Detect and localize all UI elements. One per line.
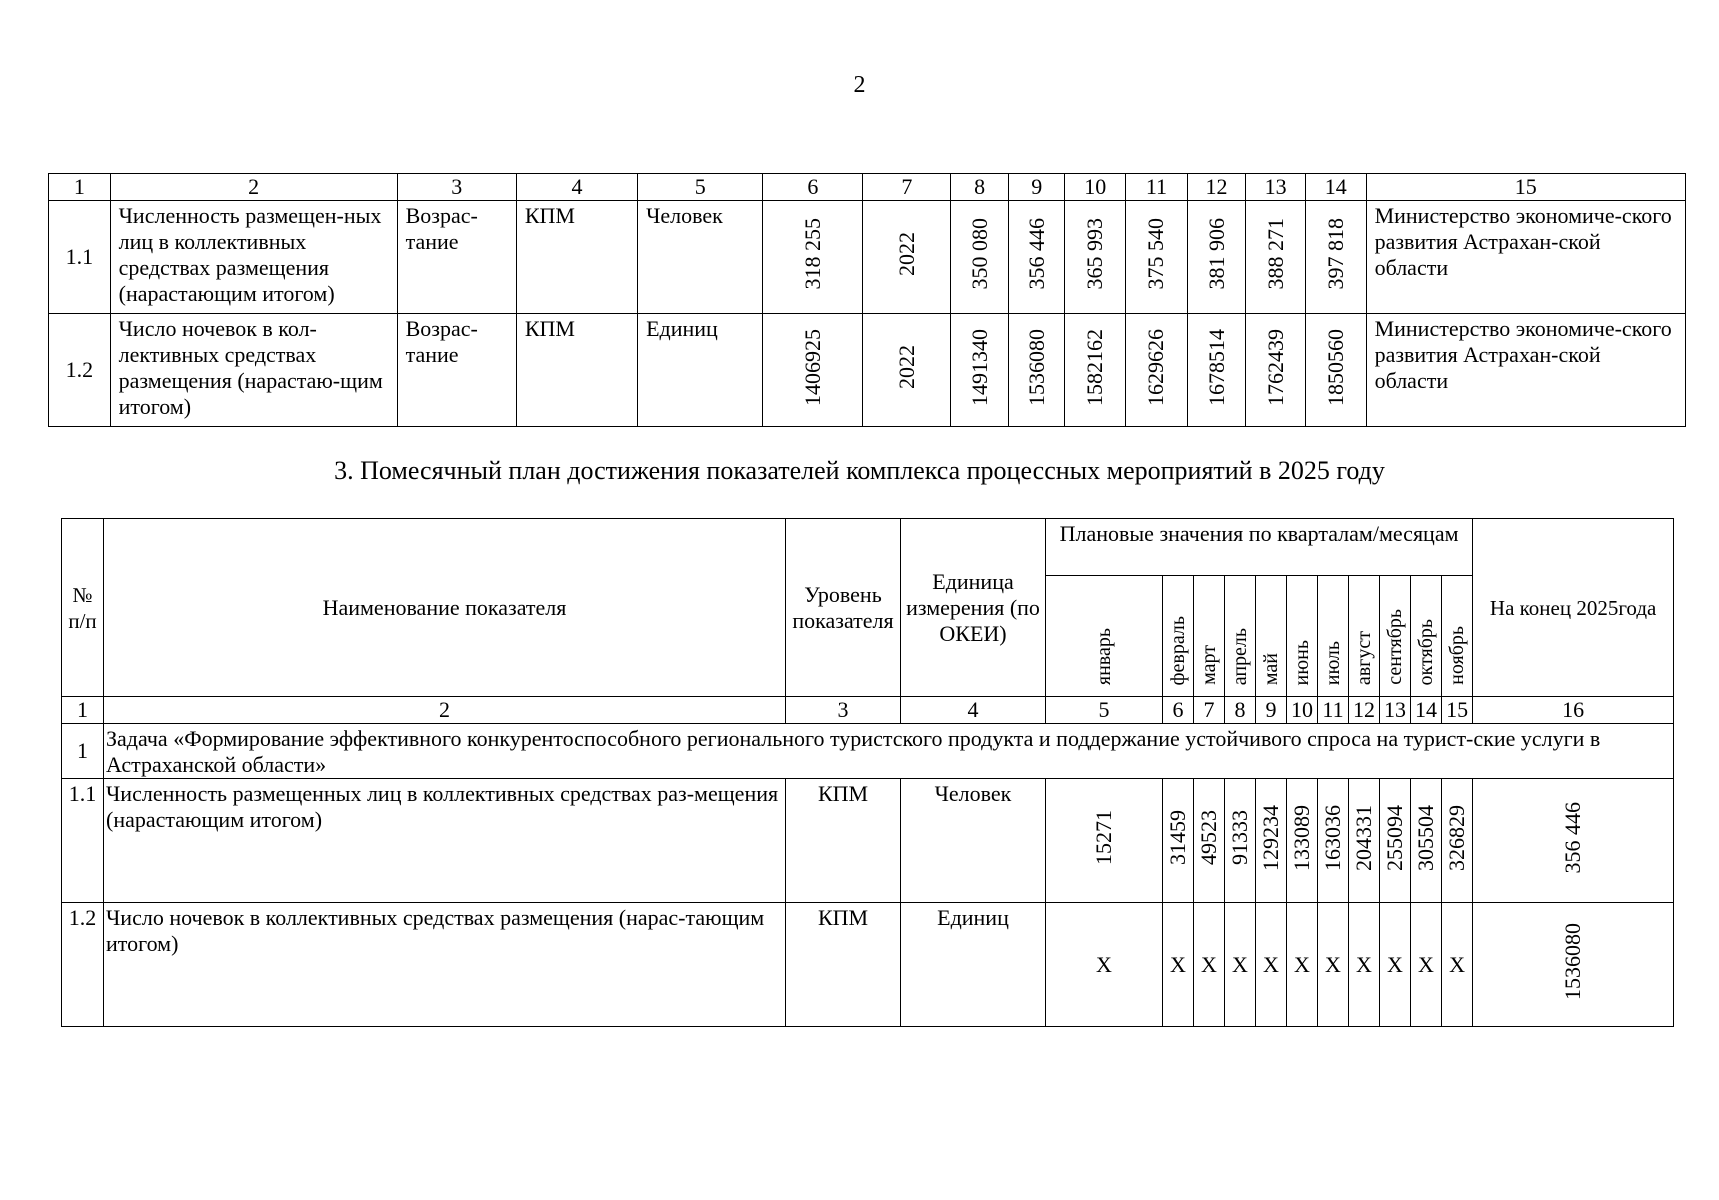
indicator-name: Численность размещенных лиц в коллективных средствах раз-мещения (нарастающим итогом) bbox=[104, 779, 786, 903]
header-level: Уровень показателя bbox=[786, 519, 901, 697]
col-num: 13 bbox=[1380, 697, 1411, 724]
header-row bbox=[62, 519, 1674, 576]
base-value: 318 255 bbox=[799, 218, 825, 290]
month-value: Х bbox=[1318, 903, 1349, 1027]
month-label: октябрь bbox=[1415, 618, 1437, 685]
header-num: № п/п bbox=[62, 519, 104, 697]
base-year: 2022 bbox=[893, 345, 919, 389]
value-col-12: 381 906 bbox=[1203, 218, 1229, 290]
month-label: июль bbox=[1322, 640, 1344, 685]
col-num: 15 bbox=[1366, 174, 1685, 201]
indicator-unit: Единиц bbox=[901, 903, 1046, 1027]
task-row bbox=[62, 724, 1674, 779]
month-label: май bbox=[1260, 652, 1282, 685]
indicator-level: КПМ bbox=[516, 314, 637, 427]
value-col-14: 397 818 bbox=[1322, 218, 1348, 290]
value-col-14: 1850560 bbox=[1322, 328, 1348, 406]
responsible-org: Министерство экономиче-ского развития Астрахан-ской области bbox=[1366, 201, 1685, 314]
month-value: 49523 bbox=[1196, 810, 1221, 865]
month-value: Х bbox=[1256, 903, 1287, 1027]
col-num: 4 bbox=[516, 174, 637, 201]
task-text: Задача «Формирование эффективного конкурентоспособного регионального туристского продукта и поддержание устойчивого спроса на турист-ские услуги в Астраханской области» bbox=[104, 724, 1674, 779]
month-label: февраль bbox=[1167, 615, 1189, 685]
col-num: 10 bbox=[1065, 174, 1126, 201]
col-num: 1 bbox=[49, 174, 111, 201]
month-value: Х bbox=[1349, 903, 1380, 1027]
col-num: 10 bbox=[1287, 697, 1318, 724]
col-num: 7 bbox=[863, 174, 951, 201]
header-plan: Плановые значения по кварталам/месяцам bbox=[1046, 519, 1473, 576]
month-value: 255094 bbox=[1382, 804, 1407, 871]
month-value: Х bbox=[1411, 903, 1442, 1027]
value-col-9: 1536080 bbox=[1023, 328, 1049, 406]
table-row bbox=[62, 779, 1674, 903]
col-num: 8 bbox=[1225, 697, 1256, 724]
col-num: 12 bbox=[1187, 174, 1246, 201]
value-col-11: 1629626 bbox=[1143, 328, 1169, 406]
indicator-unit: Человек bbox=[638, 201, 763, 314]
col-num: 13 bbox=[1246, 174, 1306, 201]
value-col-8: 350 080 bbox=[966, 218, 992, 290]
col-num: 2 bbox=[110, 174, 397, 201]
col-num: 9 bbox=[1256, 697, 1287, 724]
indicator-level: КПМ bbox=[516, 201, 637, 314]
task-number: 1 bbox=[62, 724, 104, 779]
col-num: 6 bbox=[1163, 697, 1194, 724]
value-col-13: 1762439 bbox=[1262, 328, 1288, 406]
month-value: 129234 bbox=[1258, 804, 1283, 871]
month-value: 326829 bbox=[1444, 804, 1470, 871]
month-label: апрель bbox=[1229, 627, 1251, 685]
value-col-8: 1491340 bbox=[966, 328, 992, 406]
month-label: август bbox=[1353, 630, 1375, 685]
month-value: 31459 bbox=[1165, 810, 1190, 865]
value-col-10: 1582162 bbox=[1082, 328, 1108, 406]
col-num: 7 bbox=[1194, 697, 1225, 724]
month-value: 163036 bbox=[1320, 804, 1345, 871]
month-value: Х bbox=[1442, 903, 1473, 1027]
col-num: 16 bbox=[1473, 697, 1674, 724]
indicator-trend: Возрас-тание bbox=[397, 314, 516, 427]
month-label: январь bbox=[1093, 627, 1115, 685]
value-col-12: 1678514 bbox=[1203, 328, 1229, 406]
col-num: 2 bbox=[104, 697, 786, 724]
col-num: 11 bbox=[1126, 174, 1188, 201]
indicator-name: Численность размещен-ных лиц в коллективных средствах размещения (нарастающим итогом) bbox=[110, 201, 397, 314]
col-num: 9 bbox=[1008, 174, 1065, 201]
value-col-9: 356 446 bbox=[1023, 218, 1049, 290]
col-num: 4 bbox=[901, 697, 1046, 724]
month-value: Х bbox=[1163, 903, 1194, 1027]
year-end-value: 1536080 bbox=[1560, 923, 1586, 1000]
col-num: 14 bbox=[1305, 174, 1366, 201]
base-year: 2022 bbox=[893, 232, 919, 276]
header-end: На конец 2025года bbox=[1473, 519, 1674, 697]
month-label: сентябрь bbox=[1384, 609, 1406, 685]
indicator-unit: Человек bbox=[901, 779, 1046, 903]
month-value: 91333 bbox=[1227, 810, 1252, 865]
indicator-level: КПМ bbox=[786, 903, 901, 1027]
col-num: 15 bbox=[1442, 697, 1473, 724]
table-row bbox=[49, 314, 1686, 427]
month-value: Х bbox=[1046, 903, 1163, 1027]
table-row bbox=[62, 903, 1674, 1027]
month-value: 305504 bbox=[1413, 804, 1438, 871]
row-number: 1.1 bbox=[62, 779, 104, 903]
col-num: 6 bbox=[763, 174, 863, 201]
indicator-trend: Возрас-тание bbox=[397, 201, 516, 314]
col-num: 3 bbox=[786, 697, 901, 724]
monthly-plan-table bbox=[61, 518, 1674, 1027]
month-value: Х bbox=[1194, 903, 1225, 1027]
indicator-name: Число ночевок в кол-лективных средствах размещения (нарастаю-щим итогом) bbox=[110, 314, 397, 427]
month-value: Х bbox=[1287, 903, 1318, 1027]
col-num: 12 bbox=[1349, 697, 1380, 724]
value-col-10: 365 993 bbox=[1082, 218, 1108, 290]
col-num: 1 bbox=[62, 697, 104, 724]
value-col-11: 375 540 bbox=[1143, 218, 1169, 290]
page-number: 2 bbox=[853, 72, 866, 98]
indicator-name: Число ночевок в коллективных средствах размещения (нарас-тающим итогом) bbox=[104, 903, 786, 1027]
month-label: июнь bbox=[1291, 639, 1313, 685]
month-value: 204331 bbox=[1351, 804, 1376, 871]
column-number-row bbox=[49, 174, 1686, 201]
col-num: 14 bbox=[1411, 697, 1442, 724]
base-value: 1406925 bbox=[799, 328, 825, 406]
month-label: ноябрь bbox=[1446, 626, 1469, 685]
month-value: Х bbox=[1380, 903, 1411, 1027]
section-title: 3. Помесячный план достижения показателей комплекса процессных мероприятий в 2025 году bbox=[334, 456, 1385, 485]
column-number-row bbox=[62, 697, 1674, 724]
header-name: Наименование показателя bbox=[104, 519, 786, 697]
indicators-table-continued bbox=[48, 173, 1686, 427]
month-value: Х bbox=[1225, 903, 1256, 1027]
month-value: 15271 bbox=[1091, 810, 1116, 865]
responsible-org: Министерство экономиче-ского развития Астрахан-ской области bbox=[1366, 314, 1685, 427]
col-num: 5 bbox=[1046, 697, 1163, 724]
row-number: 1.2 bbox=[62, 903, 104, 1027]
col-num: 8 bbox=[951, 174, 1009, 201]
table-row bbox=[49, 201, 1686, 314]
indicator-unit: Единиц bbox=[638, 314, 763, 427]
col-num: 11 bbox=[1318, 697, 1349, 724]
month-value: 133089 bbox=[1289, 804, 1314, 871]
row-number: 1.1 bbox=[49, 201, 111, 314]
value-col-13: 388 271 bbox=[1262, 218, 1288, 290]
col-num: 5 bbox=[638, 174, 763, 201]
year-end-value: 356 446 bbox=[1560, 801, 1586, 874]
month-label: март bbox=[1198, 645, 1220, 685]
col-num: 3 bbox=[397, 174, 516, 201]
row-number: 1.2 bbox=[49, 314, 111, 427]
header-unit: Единица измерения (по ОКЕИ) bbox=[901, 519, 1046, 697]
indicator-level: КПМ bbox=[786, 779, 901, 903]
